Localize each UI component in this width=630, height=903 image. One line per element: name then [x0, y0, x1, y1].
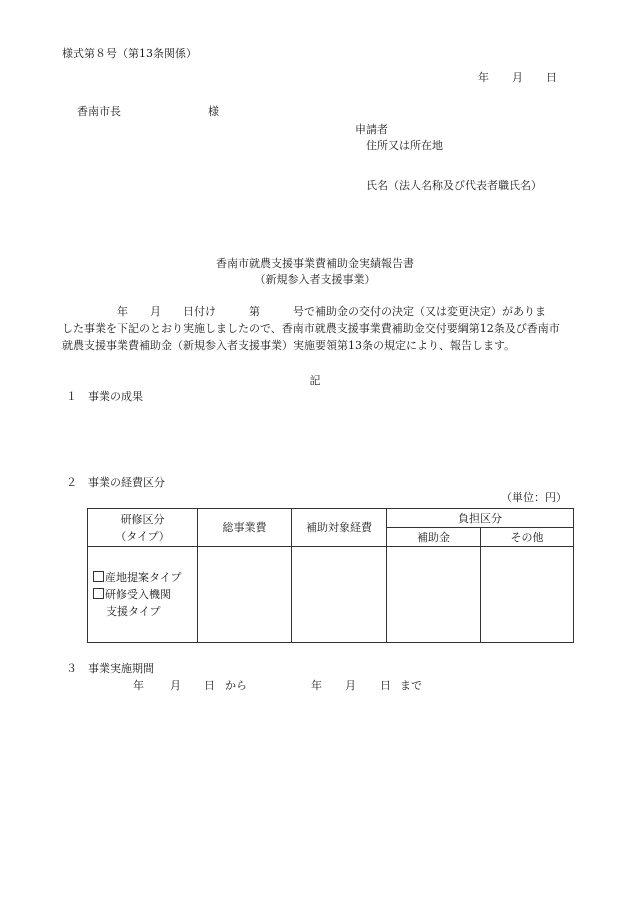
addressee-honorific: 様 — [208, 105, 219, 118]
header-type-label: （タイプ） — [115, 529, 170, 543]
type-option-host-label: 研修受入機関 — [105, 588, 171, 601]
form-number: 様式第８号（第13条関係） — [62, 47, 197, 60]
header-total-cost: 総事業費 — [198, 509, 292, 547]
period-from-day: 日 — [204, 679, 215, 692]
date-year-label: 年 — [478, 71, 489, 84]
applicant-label: 申請者 — [355, 123, 388, 136]
period-to-day: 日 — [380, 679, 391, 692]
section2-number: ２ — [66, 476, 77, 489]
body-line-1: 年 月 日付け 第 号で補助金の交付の決定（又は変更決定）がありま — [62, 305, 546, 318]
type-option-host-cont: 支援タイプ — [106, 605, 161, 618]
ki-mark: 記 — [309, 374, 321, 387]
period-to-label: まで — [400, 679, 422, 692]
header-training-label: 研修区分 — [120, 512, 165, 526]
period-from-month: 月 — [170, 679, 181, 692]
body-line-2: した事業を下記のとおり実施しましたので、香南市就農支援事業費補助金交付要綱第12条及び香南市 — [62, 322, 560, 335]
total-cost-cell[interactable] — [198, 547, 292, 643]
applicant-name-label: 氏名（法人名称及び代表者職氏名） — [366, 179, 542, 192]
period-from-year: 年 — [133, 679, 144, 692]
document-subtitle: （新規参入者支援事業） — [254, 273, 376, 286]
header-eligible-cost: 補助対象経費 — [292, 509, 387, 547]
header-other: その他 — [481, 528, 574, 547]
section1-number: １ — [66, 390, 77, 403]
checkbox-icon[interactable] — [93, 588, 104, 599]
eligible-cost-cell[interactable] — [292, 547, 387, 643]
section2-title: 事業の経費区分 — [88, 476, 165, 489]
period-to-year: 年 — [311, 679, 322, 692]
addressee-name: 香南市長 — [77, 105, 121, 118]
body-line-3: 就農支援事業費補助金（新規参入者支援事業）実施要領第13条の規定により、報告します。 — [62, 339, 516, 352]
other-cell[interactable] — [481, 547, 574, 643]
section3-title: 事業実施期間 — [88, 662, 154, 675]
type-option-production[interactable] — [93, 569, 197, 586]
type-option-production-label: 産地提案タイプ — [105, 571, 182, 584]
unit-label: （単位：円） — [501, 491, 567, 504]
applicant-address-label: 住所又は所在地 — [366, 139, 443, 152]
body-paragraph — [62, 303, 582, 354]
section3-number: ３ — [66, 662, 77, 675]
header-subsidy: 補助金 — [387, 528, 481, 547]
header-training-category — [88, 509, 198, 547]
checkbox-icon[interactable] — [93, 571, 104, 582]
document-title: 香南市就農支援事業費補助金実績報告書 — [216, 257, 414, 270]
type-option-host-institution[interactable] — [93, 586, 197, 603]
section1-title: 事業の成果 — [88, 390, 143, 403]
type-options-cell — [88, 547, 198, 643]
date-month-label: 月 — [512, 71, 523, 84]
subsidy-cell[interactable] — [387, 547, 481, 643]
period-to-month: 月 — [345, 679, 356, 692]
period-from-label: から — [225, 679, 247, 692]
date-day-label: 日 — [546, 71, 557, 84]
cost-table — [87, 508, 574, 643]
header-burden: 負担区分 — [387, 509, 574, 528]
